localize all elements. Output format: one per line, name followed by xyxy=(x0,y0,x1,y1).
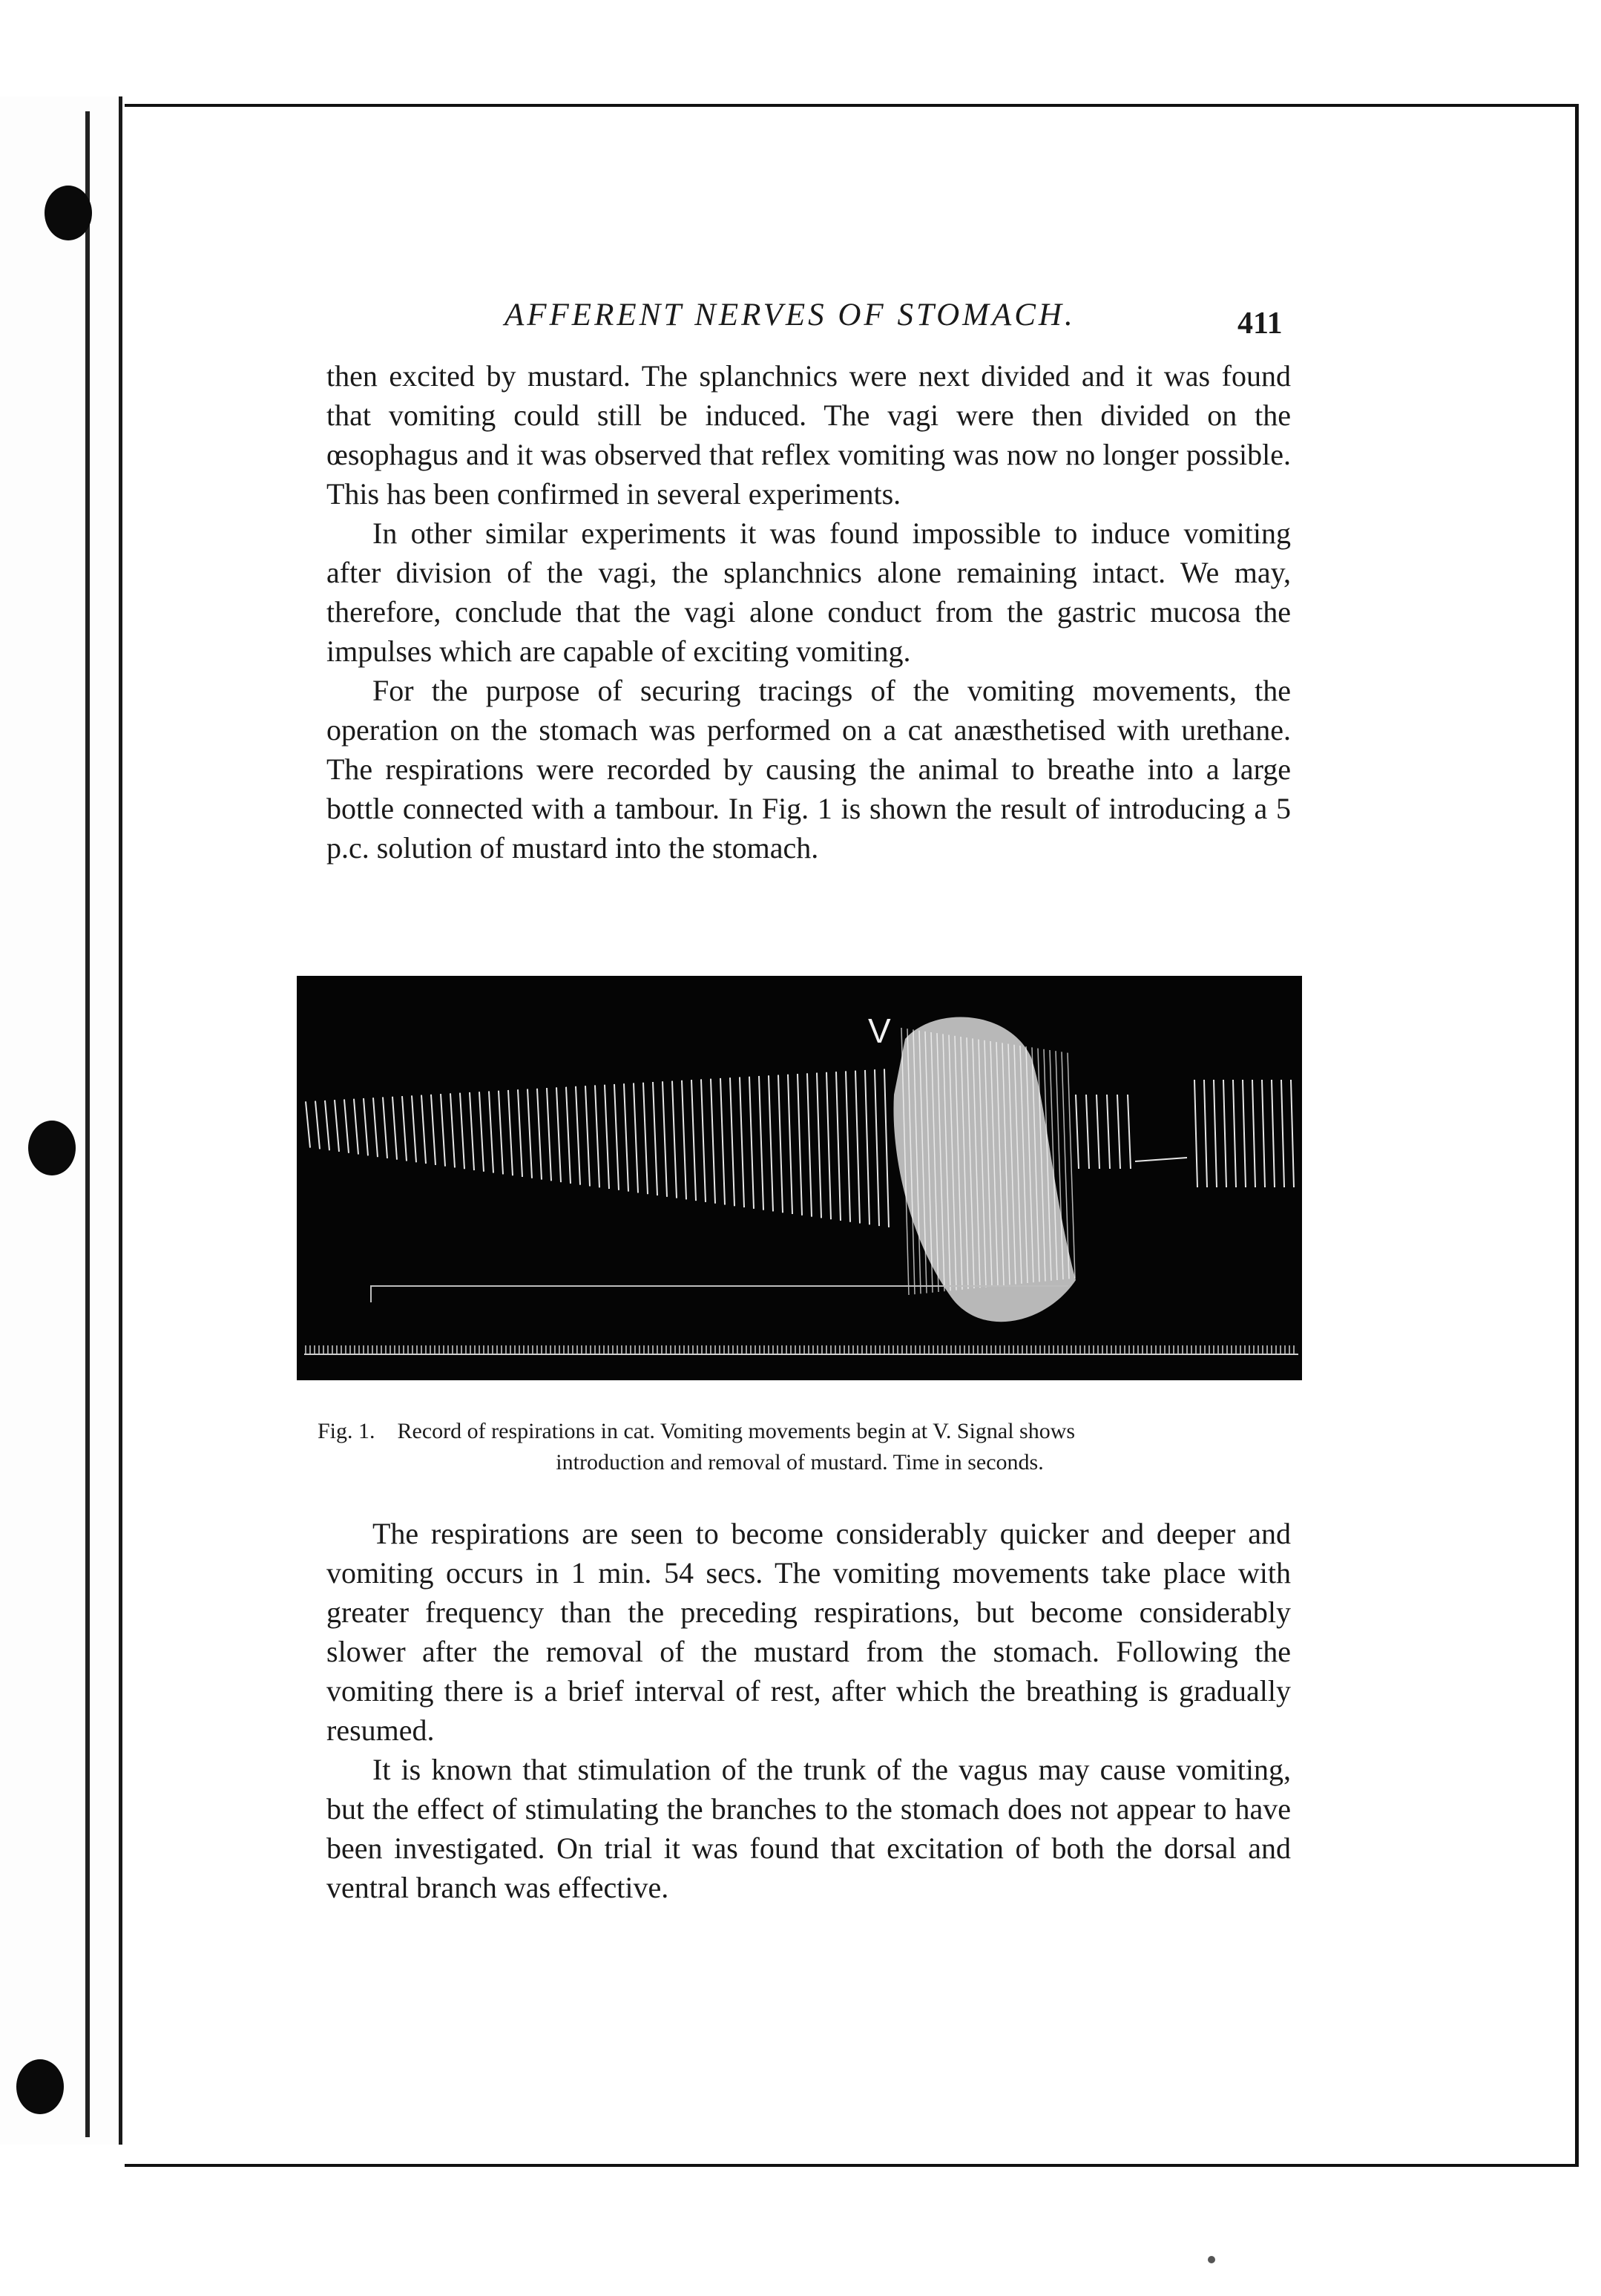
respiration-stroke xyxy=(547,1088,551,1181)
respiration-stroke xyxy=(875,1069,879,1226)
respiration-stroke xyxy=(431,1095,435,1165)
text-block-top xyxy=(326,356,1291,867)
respiration-stroke xyxy=(1214,1080,1217,1187)
respiration-stroke xyxy=(1233,1080,1236,1187)
respiration-stroke xyxy=(1262,1080,1265,1187)
respiration-stroke xyxy=(1243,1080,1246,1187)
respiration-stroke xyxy=(412,1095,416,1162)
respiration-stroke xyxy=(614,1084,619,1190)
respiration-stroke xyxy=(730,1078,734,1206)
paragraph: It is known that stimulation of the trunk of the vagus may cause vomiting, but the effect of stimulating the branches to the stomach does not appear to have been investigated. On trial it was found that excitation of both the dorsal and ventral branch was effective. xyxy=(326,1753,1291,1904)
respiration-stroke xyxy=(788,1075,792,1214)
respiration-stroke xyxy=(460,1093,464,1170)
respiration-stroke xyxy=(740,1077,744,1207)
respiration-stroke xyxy=(1194,1080,1197,1187)
respiration-stroke xyxy=(846,1071,850,1221)
respiration-stroke xyxy=(1223,1080,1226,1187)
respiration-stroke xyxy=(508,1090,513,1175)
respiration-stroke xyxy=(556,1087,561,1182)
respiration-stroke xyxy=(325,1101,329,1150)
figure-marker-v: V xyxy=(868,1011,891,1050)
paragraph: In other similar experiments it was found impossible to induce vomiting after division of the vagi, the splanchnics alone remaining intact. We may, therefore, conclude that the vagi alone conduct from the gastric mucosa the impulses which are capable of exciting vomiting. xyxy=(326,516,1291,668)
respiration-stroke xyxy=(306,1101,310,1147)
respiration-stroke xyxy=(798,1074,802,1216)
figure-respiration-tracing xyxy=(297,976,1302,1380)
respiration-stroke xyxy=(711,1079,715,1204)
respiration-stroke xyxy=(489,1091,493,1172)
respiration-stroke xyxy=(817,1073,821,1218)
respiration-stroke xyxy=(441,1094,445,1167)
respiration-stroke xyxy=(576,1086,580,1185)
respiration-stroke xyxy=(663,1081,667,1197)
respiration-stroke xyxy=(826,1072,831,1219)
punch-hole-left-middle xyxy=(28,1121,76,1175)
running-head: AFFERENT NERVES OF STOMACH. xyxy=(504,298,1076,332)
rest-interval xyxy=(1135,1158,1187,1161)
caption-line-2: introduction and removal of mustard. Time in seconds. xyxy=(556,1450,1044,1475)
respiration-stroke xyxy=(691,1080,696,1201)
respiration-stroke xyxy=(634,1083,638,1193)
respiration-stroke xyxy=(1272,1080,1275,1187)
respiration-stroke xyxy=(537,1089,542,1180)
respiration-stroke xyxy=(653,1082,657,1195)
respiration-stroke xyxy=(518,1089,522,1177)
burst-stroke xyxy=(1068,1053,1075,1279)
text-block-bottom xyxy=(326,1514,1291,1907)
respiration-stroke xyxy=(778,1075,783,1213)
figure-caption xyxy=(318,1416,1282,1478)
respiration-stroke xyxy=(383,1097,387,1158)
respiration-stroke xyxy=(585,1086,590,1186)
respiration-stroke xyxy=(470,1092,474,1170)
caption-figure-label: Fig. 1. xyxy=(318,1419,375,1443)
respiration-stroke xyxy=(1076,1095,1079,1169)
respiration-stroke xyxy=(624,1083,628,1191)
respiration-stroke xyxy=(605,1085,609,1189)
respiration-stroke xyxy=(1281,1080,1284,1187)
respiration-stroke xyxy=(855,1071,860,1224)
respiration-stroke xyxy=(672,1081,677,1198)
respiration-stroke xyxy=(865,1070,869,1224)
respiration-stroke xyxy=(344,1099,349,1152)
scan-speck xyxy=(1208,2256,1215,2263)
respiration-stroke xyxy=(335,1100,339,1152)
punch-hole-left-top xyxy=(45,186,92,240)
respiration-stroke xyxy=(1086,1095,1089,1169)
respiration-stroke xyxy=(421,1095,426,1164)
respiration-stroke xyxy=(643,1083,648,1194)
respiration-stroke xyxy=(479,1092,484,1172)
respiration-stroke xyxy=(769,1075,773,1211)
respiration-stroke xyxy=(1107,1095,1110,1169)
respiration-stroke xyxy=(682,1080,686,1200)
page-number: 411 xyxy=(1237,306,1283,341)
respiration-stroke xyxy=(701,1079,706,1202)
respiration-stroke xyxy=(1291,1080,1294,1187)
respiration-stroke xyxy=(759,1076,763,1210)
punch-hole-left-bottom xyxy=(16,2059,64,2114)
respiration-stroke xyxy=(527,1089,532,1178)
respiration-stroke xyxy=(1252,1080,1255,1187)
binder-edge xyxy=(0,96,122,2145)
respiration-stroke xyxy=(392,1097,397,1160)
respiration-stroke xyxy=(402,1096,407,1161)
binder-spine-line xyxy=(85,111,90,2137)
respiration-stroke xyxy=(373,1098,378,1157)
paragraph: The respirations are seen to become considerably quicker and deeper and vomiting occurs in 1 min. 54 secs. The vomiting movements take place with greater frequency than the preceding respirations, but become considerably slower after the removal of the mustard from the stomach. Following the vomiting there is a brief interval of rest, after which the breathing is gradually resumed. xyxy=(326,1517,1291,1747)
respiration-stroke xyxy=(720,1078,725,1205)
respiration-stroke xyxy=(1204,1080,1207,1187)
respiration-stroke xyxy=(566,1087,571,1184)
respiration-stroke xyxy=(884,1069,889,1227)
respiration-stroke xyxy=(749,1077,754,1209)
respiration-stroke xyxy=(595,1085,599,1187)
respiration-stroke xyxy=(1097,1095,1099,1169)
respiration-stroke xyxy=(499,1091,503,1175)
paragraph: For the purpose of securing tracings of the vomiting movements, the operation on the stomach was performed on a cat anæsthetised with urethane. The respirations were recorded by causing the animal to breathe into a large bottle connected with a tambour. In Fig. 1 is shown the result of introducing a 5 p.c. solution of mustard into the stomach. xyxy=(326,674,1291,865)
respiration-stroke xyxy=(1128,1095,1131,1169)
respiration-stroke xyxy=(315,1101,320,1149)
respiration-stroke xyxy=(836,1072,841,1221)
respiration-tracing-image xyxy=(297,976,1302,1380)
respiration-stroke xyxy=(807,1073,812,1216)
paragraph: then excited by mustard. The splanchnics were next divided and it was found that vomiting could still be induced. The vagi were then divided on the œsophagus and it was observed that reflex vomiting was now no longer possible. This has been confirmed in several experiments. xyxy=(326,359,1291,511)
respiration-stroke xyxy=(450,1093,455,1167)
respiration-stroke xyxy=(354,1099,358,1155)
caption-line-1 xyxy=(318,1416,1282,1447)
caption-text-1: Record of respirations in cat. Vomiting movements begin at V. Signal shows xyxy=(397,1419,1076,1443)
respiration-stroke xyxy=(1117,1095,1120,1169)
respiration-stroke xyxy=(364,1098,368,1155)
